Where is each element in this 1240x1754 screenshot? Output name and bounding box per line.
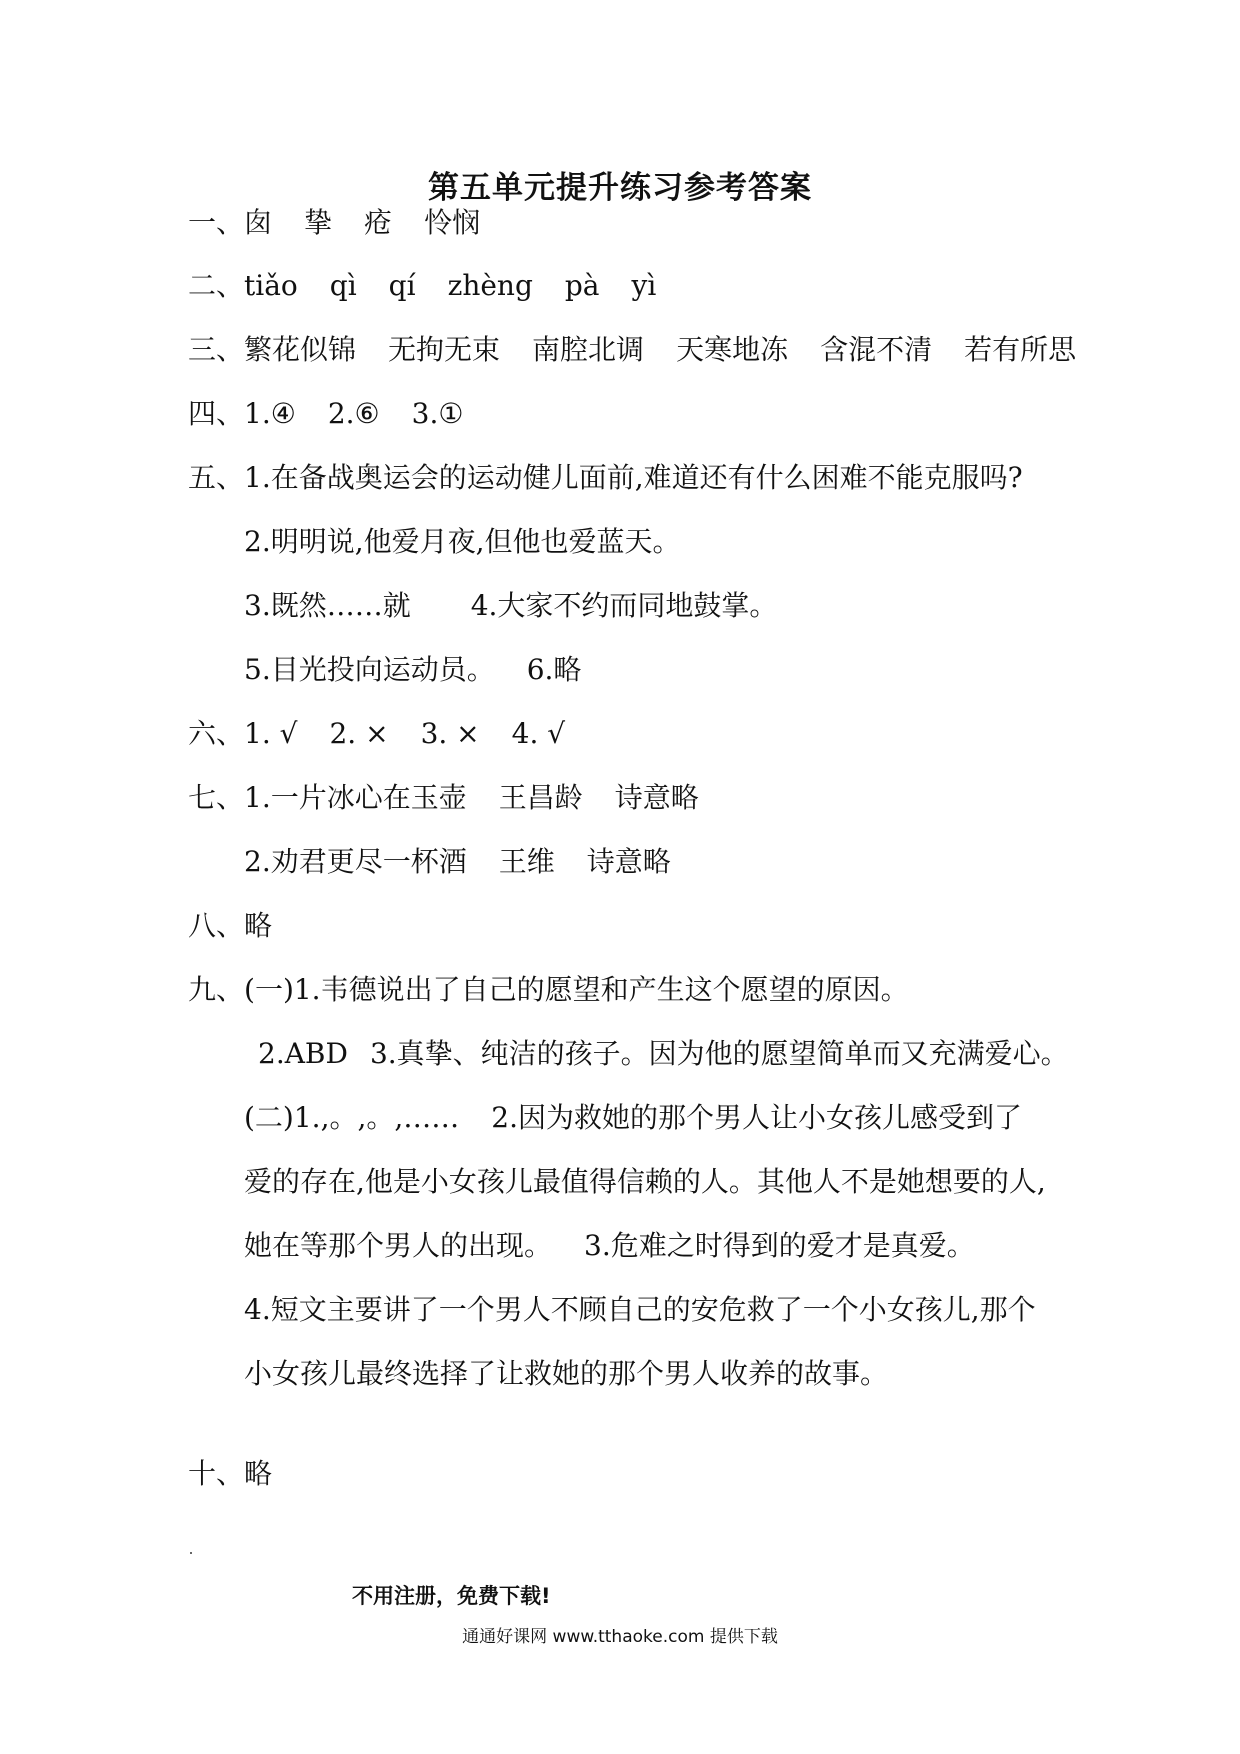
answer-9-text: 2.因为救她的那个男人让小女孩儿感受到了	[491, 1101, 1022, 1134]
answer-6-item: 1. √	[244, 717, 298, 750]
answer-9-text: 3.真挚、纯洁的孩子。因为他的愿望简单而又充满爱心。	[369, 1037, 1069, 1070]
answer-9-line-1	[188, 972, 909, 1008]
answer-4-label: 四、	[188, 397, 245, 430]
answer-5-line-1	[188, 460, 1023, 496]
answer-2-label: 二、	[188, 269, 245, 302]
answer-3-item: 南腔北调	[532, 333, 645, 366]
answer-6-item: 3. ×	[420, 717, 480, 750]
answer-9-text: (二)1.,。,。,……	[244, 1101, 460, 1134]
answer-8-label: 八、	[188, 909, 245, 942]
answer-9-line-4	[244, 1164, 1046, 1200]
answer-9-text: 4.短文主要讲了一个男人不顾自己的安危救了一个小女孩儿,那个	[244, 1293, 1036, 1326]
answer-1-item: 挚	[304, 206, 333, 239]
answer-5-text: 2.明明说,他爱月夜,但他也爱蓝天。	[244, 525, 681, 558]
answer-5-text: 6.略	[526, 653, 582, 686]
answer-6	[188, 716, 565, 752]
answer-3	[188, 332, 1076, 368]
answer-2-item: yì	[631, 269, 657, 302]
answer-7-poet: 王昌龄	[498, 781, 583, 814]
answer-3-item: 无拘无束	[388, 333, 501, 366]
answer-10	[188, 1456, 272, 1492]
answer-5-text: 5.目光投向运动员。	[244, 653, 495, 686]
answer-7-note: 诗意略	[614, 781, 699, 814]
answer-9-text: 爱的存在,他是小女孩儿最值得信赖的人。其他人不是她想要的人,	[244, 1165, 1046, 1198]
answer-7-poet: 王维	[498, 845, 555, 878]
answer-8	[188, 908, 272, 944]
answer-7-poem-line: 1.一片冰心在玉壶	[244, 781, 467, 814]
answer-1	[188, 205, 480, 241]
answer-7-note: 诗意略	[586, 845, 671, 878]
answer-2-item: qí	[388, 269, 416, 302]
answer-10-text: 略	[244, 1457, 273, 1490]
answer-3-label: 三、	[188, 333, 245, 366]
answer-9-line-5	[244, 1228, 975, 1264]
answer-8-text: 略	[244, 909, 273, 942]
footer-source: 通通好课网 www.tthaoke.com 提供下载	[462, 1627, 778, 1647]
answer-1-label: 一、	[188, 206, 245, 239]
answer-9-line-7	[244, 1356, 888, 1392]
answer-7-line-1	[188, 780, 699, 816]
answer-2-item: tiǎo	[244, 269, 298, 302]
answer-1-item: 囱	[244, 206, 273, 239]
answer-7-label: 七、	[188, 781, 245, 814]
answer-2-item: zhèng	[447, 269, 533, 302]
answer-5-line-3	[244, 588, 777, 624]
page-title: 第五单元提升练习参考答案	[428, 170, 812, 206]
answer-5-text: 4.大家不约而同地鼓掌。	[470, 589, 778, 622]
answer-10-label: 十、	[188, 1457, 245, 1490]
answer-6-item: 2. ×	[329, 717, 389, 750]
answer-4-item: 3.①	[411, 397, 464, 430]
answer-1-item: 疮	[364, 206, 393, 239]
footer-notice: 不用注册，免费下载!	[352, 1584, 551, 1608]
answer-2-item: pà	[564, 269, 600, 302]
answer-3-item: 若有所思	[964, 333, 1077, 366]
answer-9-line-6	[244, 1292, 1036, 1328]
answer-9-text: (一)1.韦德说出了自己的愿望和产生这个愿望的原因。	[244, 973, 909, 1006]
scan-speck	[190, 1552, 192, 1554]
answer-9-text: 2.ABD	[258, 1037, 348, 1070]
answer-1-item: 怜悯	[424, 206, 481, 239]
answer-6-item: 4. √	[511, 717, 566, 750]
answer-9-line-2	[258, 1036, 1069, 1072]
answer-5-text: 3.既然……就	[244, 589, 411, 622]
answer-9-text: 小女孩儿最终选择了让救她的那个男人收养的故事。	[244, 1357, 889, 1390]
answer-5-text: 1.在备战奥运会的运动健儿面前,难道还有什么困难不能克服吗?	[244, 461, 1023, 494]
answer-7-poem-line: 2.劝君更尽一杯酒	[244, 845, 467, 878]
answer-2	[188, 268, 656, 304]
answer-4	[188, 396, 464, 432]
answer-4-item: 1.④	[244, 397, 296, 430]
answer-9-label: 九、	[188, 973, 245, 1006]
answer-6-label: 六、	[188, 717, 245, 750]
answer-9-text: 3.危难之时得到的爱才是真爱。	[584, 1229, 975, 1262]
answer-5-line-2	[244, 524, 681, 560]
answer-3-item: 繁花似锦	[244, 333, 357, 366]
answer-2-item: qì	[329, 269, 357, 302]
answer-7-line-2	[244, 844, 671, 880]
answer-4-item: 2.⑥	[327, 397, 380, 430]
answer-3-item: 天寒地冻	[676, 333, 789, 366]
answer-9-text: 她在等那个男人的出现。	[244, 1229, 553, 1262]
answer-3-item: 含混不清	[820, 333, 933, 366]
answer-5-line-4	[244, 652, 581, 688]
answer-9-line-3	[244, 1100, 1022, 1136]
answer-5-label: 五、	[188, 461, 245, 494]
